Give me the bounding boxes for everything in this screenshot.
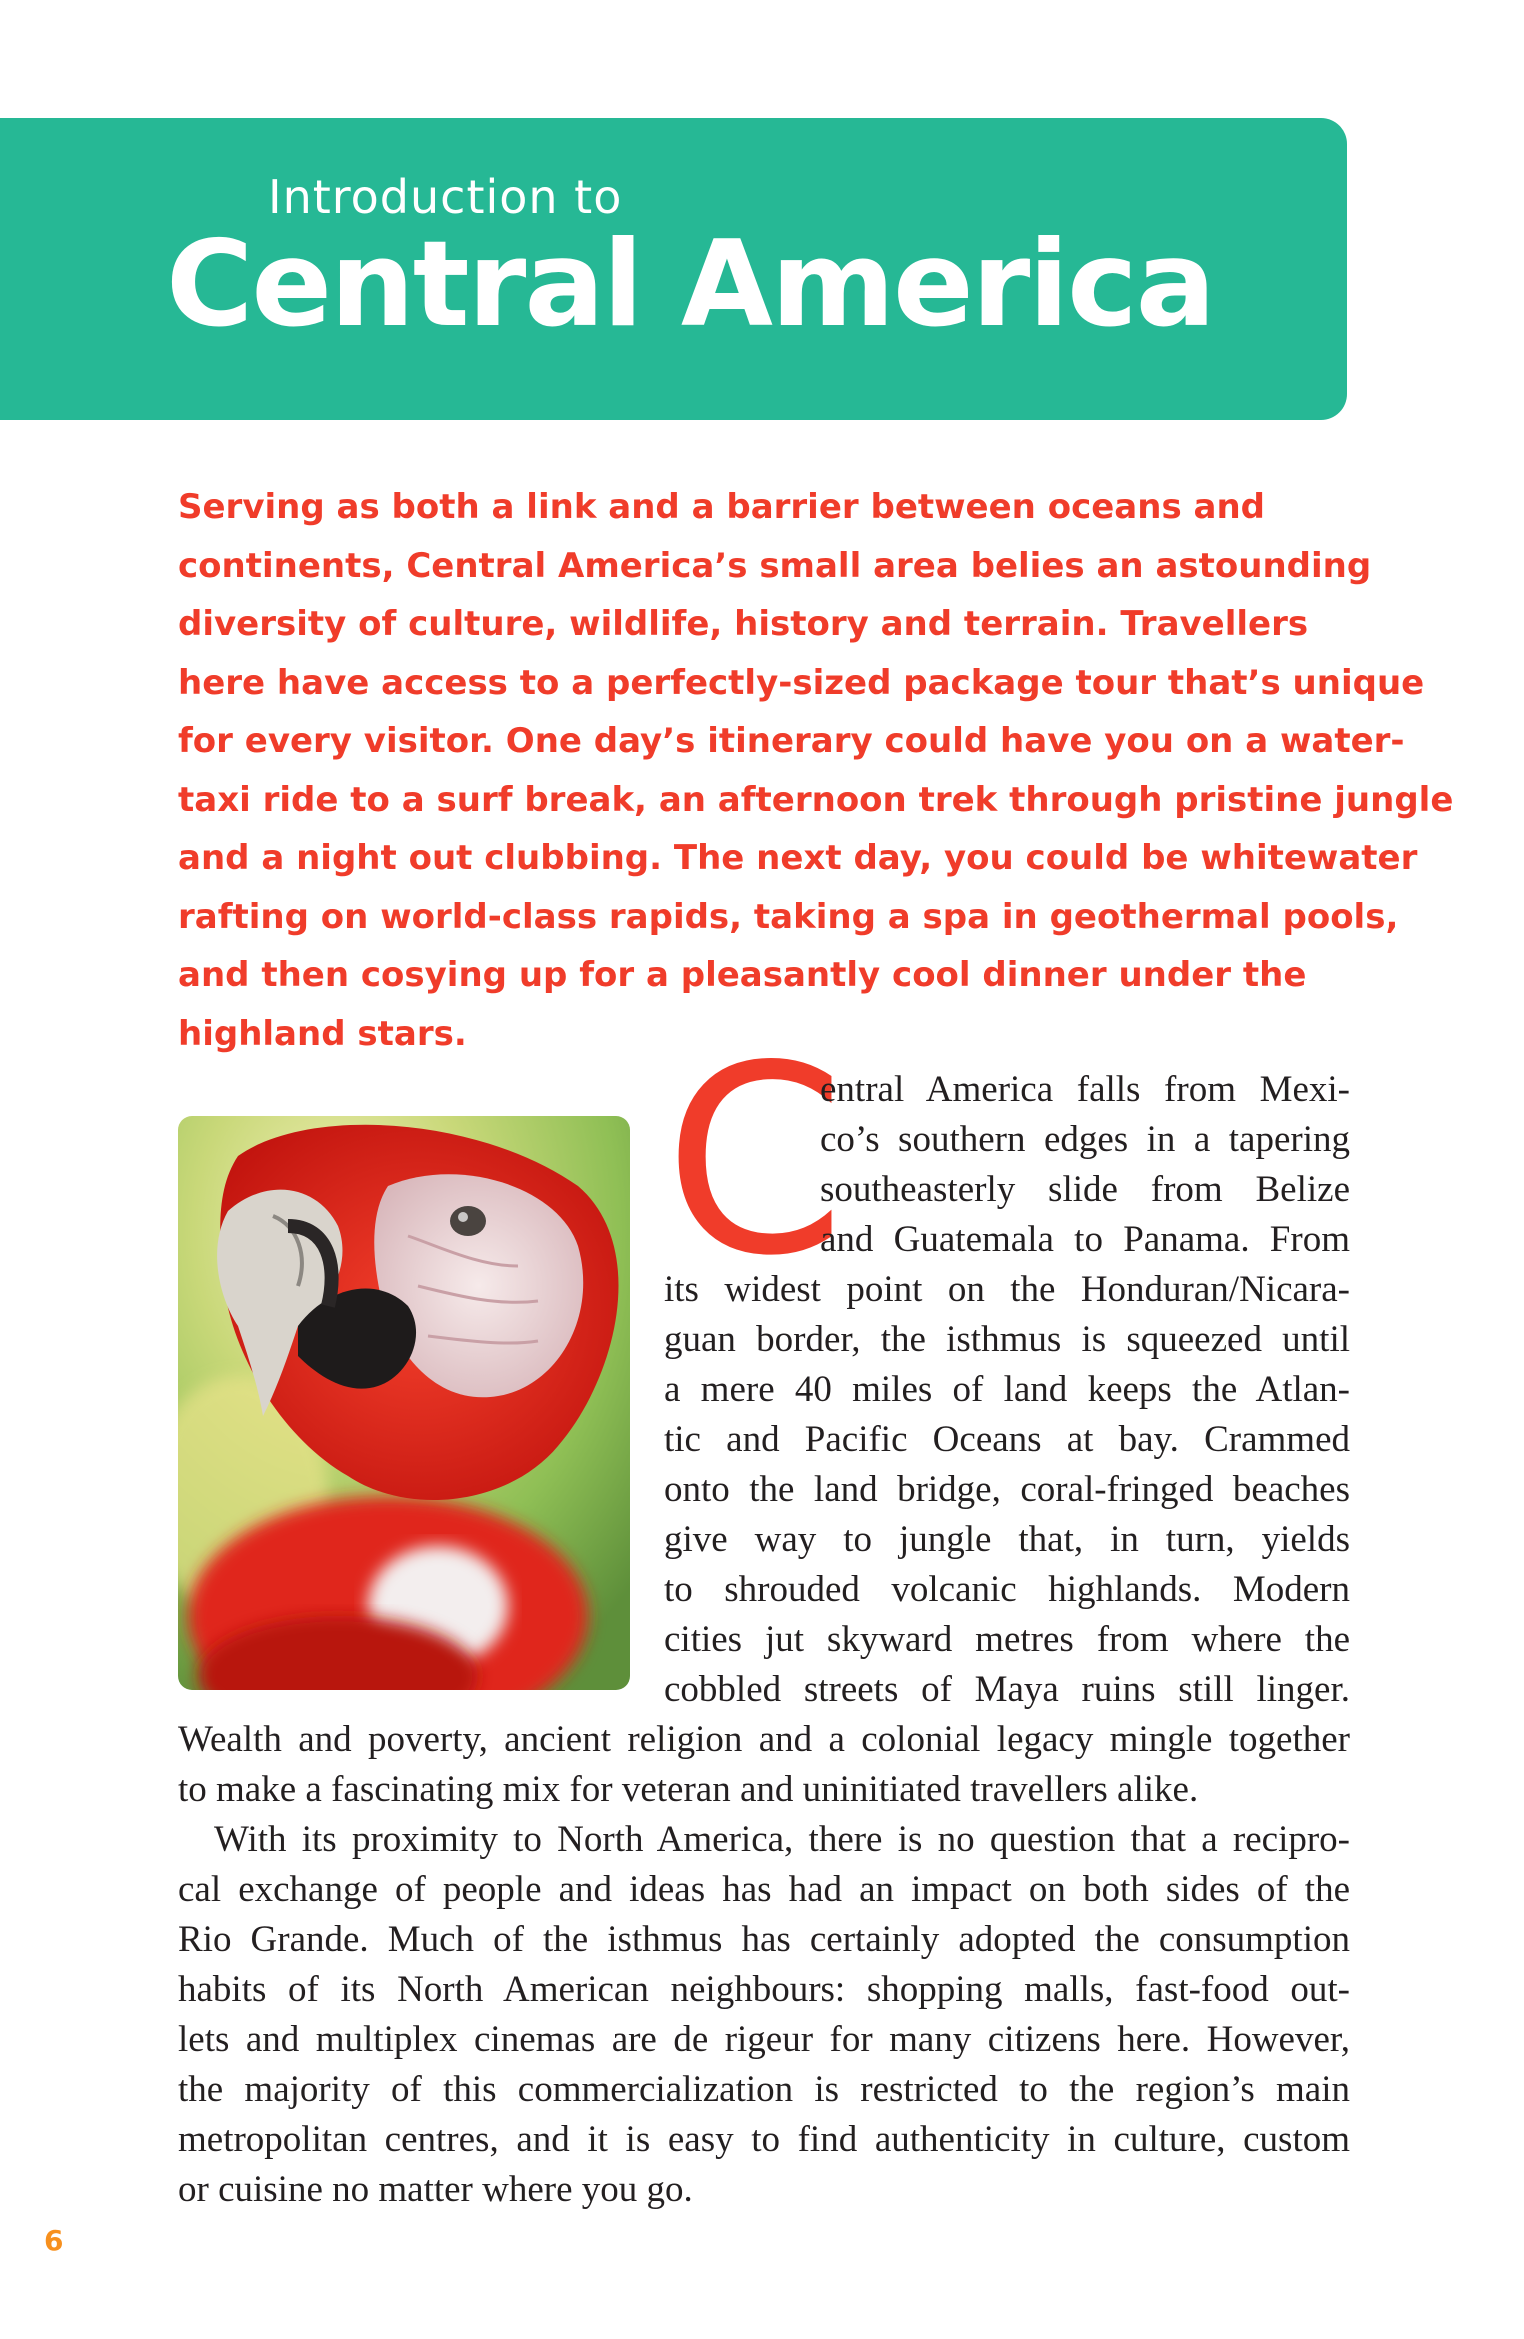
lead-line: continents, Central America’s small area belies an astounding — [178, 545, 1372, 586]
lead-line: taxi ride to a surf break, an afternoon trek through pristine jungle — [178, 779, 1454, 820]
body-line: tic and Pacific Oceans at bay. Crammed — [664, 1419, 1350, 1460]
body-line: the majority of this commercialization is restricted to the region’s main — [178, 2069, 1350, 2110]
body-line: Rio Grande. Much of the isthmus has certainly adopted the consumption — [178, 1919, 1350, 1960]
body-line: habits of its North American neighbours: shopping malls, fast-food out- — [178, 1969, 1350, 2010]
lead-paragraph — [178, 478, 1454, 1063]
lead-line: Serving as both a link and a barrier between oceans and — [178, 487, 1266, 527]
body-line: to shrouded volcanic highlands. Modern — [664, 1569, 1350, 1610]
body-line: entral America falls from Mexi- — [820, 1069, 1350, 1110]
paragraph-1-tail — [178, 1715, 1350, 1815]
body-line: lets and multiplex cinemas are de rigeur for many citizens here. However, — [178, 2019, 1350, 2060]
body-line: a mere 40 miles of land keeps the Atlan- — [664, 1369, 1350, 1410]
macaw-illustration — [178, 1116, 630, 1690]
lead-line: here have access to a perfectly-sized package tour that’s unique — [178, 662, 1425, 703]
body-line: or cuisine no matter where you go. — [178, 2169, 693, 2210]
page-title: Central America — [166, 216, 1214, 354]
body-line: cal exchange of people and ideas has had an impact on both sides of the — [178, 1869, 1350, 1910]
body-line: guan border, the isthmus is squeezed until — [664, 1319, 1350, 1360]
lead-line: diversity of culture, wildlife, history and terrain. Travellers — [178, 604, 1309, 644]
page-number: 6 — [44, 2224, 64, 2257]
macaw-photo — [178, 1116, 630, 1690]
body-line: give way to jungle that, in turn, yields — [664, 1519, 1350, 1560]
body-line: cobbled streets of Maya ruins still linger. — [664, 1669, 1350, 1710]
body-line: to make a fascinating mix for veteran and uninitiated travellers alike. — [178, 1769, 1199, 1810]
body-line: With its proximity to North America, there is no question that a recipro- — [214, 1819, 1350, 1860]
body-line: its widest point on the Honduran/Nicara- — [664, 1269, 1350, 1310]
body-line: metropolitan centres, and it is easy to find authenticity in culture, custom — [178, 2119, 1350, 2160]
body-line: co’s southern edges in a tapering — [820, 1119, 1350, 1160]
dropcap-block — [820, 1065, 1350, 1265]
body-line: cities jut skyward metres from where the — [664, 1619, 1350, 1660]
body-line: Wealth and poverty, ancient religion and a colonial legacy mingle together — [178, 1719, 1350, 1760]
body-line: and Guatemala to Panama. From — [820, 1219, 1350, 1260]
body-line: onto the land bridge, coral-fringed beaches — [664, 1469, 1350, 1510]
lead-line: and then cosying up for a pleasantly cool dinner under the — [178, 955, 1307, 995]
body-line: southeasterly slide from Belize — [820, 1169, 1350, 1210]
wrap-block — [664, 1265, 1350, 1715]
paragraph-2 — [178, 1815, 1350, 2215]
lead-line: for every visitor. One day’s itinerary could have you on a water- — [178, 721, 1405, 761]
lead-line: highland stars. — [178, 1013, 467, 1054]
header-subtitle: Introduction to — [268, 170, 623, 224]
lead-line: and a night out clubbing. The next day, you could be whitewater — [178, 838, 1418, 878]
dropcap-letter: C — [664, 1011, 846, 1313]
lead-line: rafting on world-class rapids, taking a spa in geothermal pools, — [178, 896, 1399, 937]
